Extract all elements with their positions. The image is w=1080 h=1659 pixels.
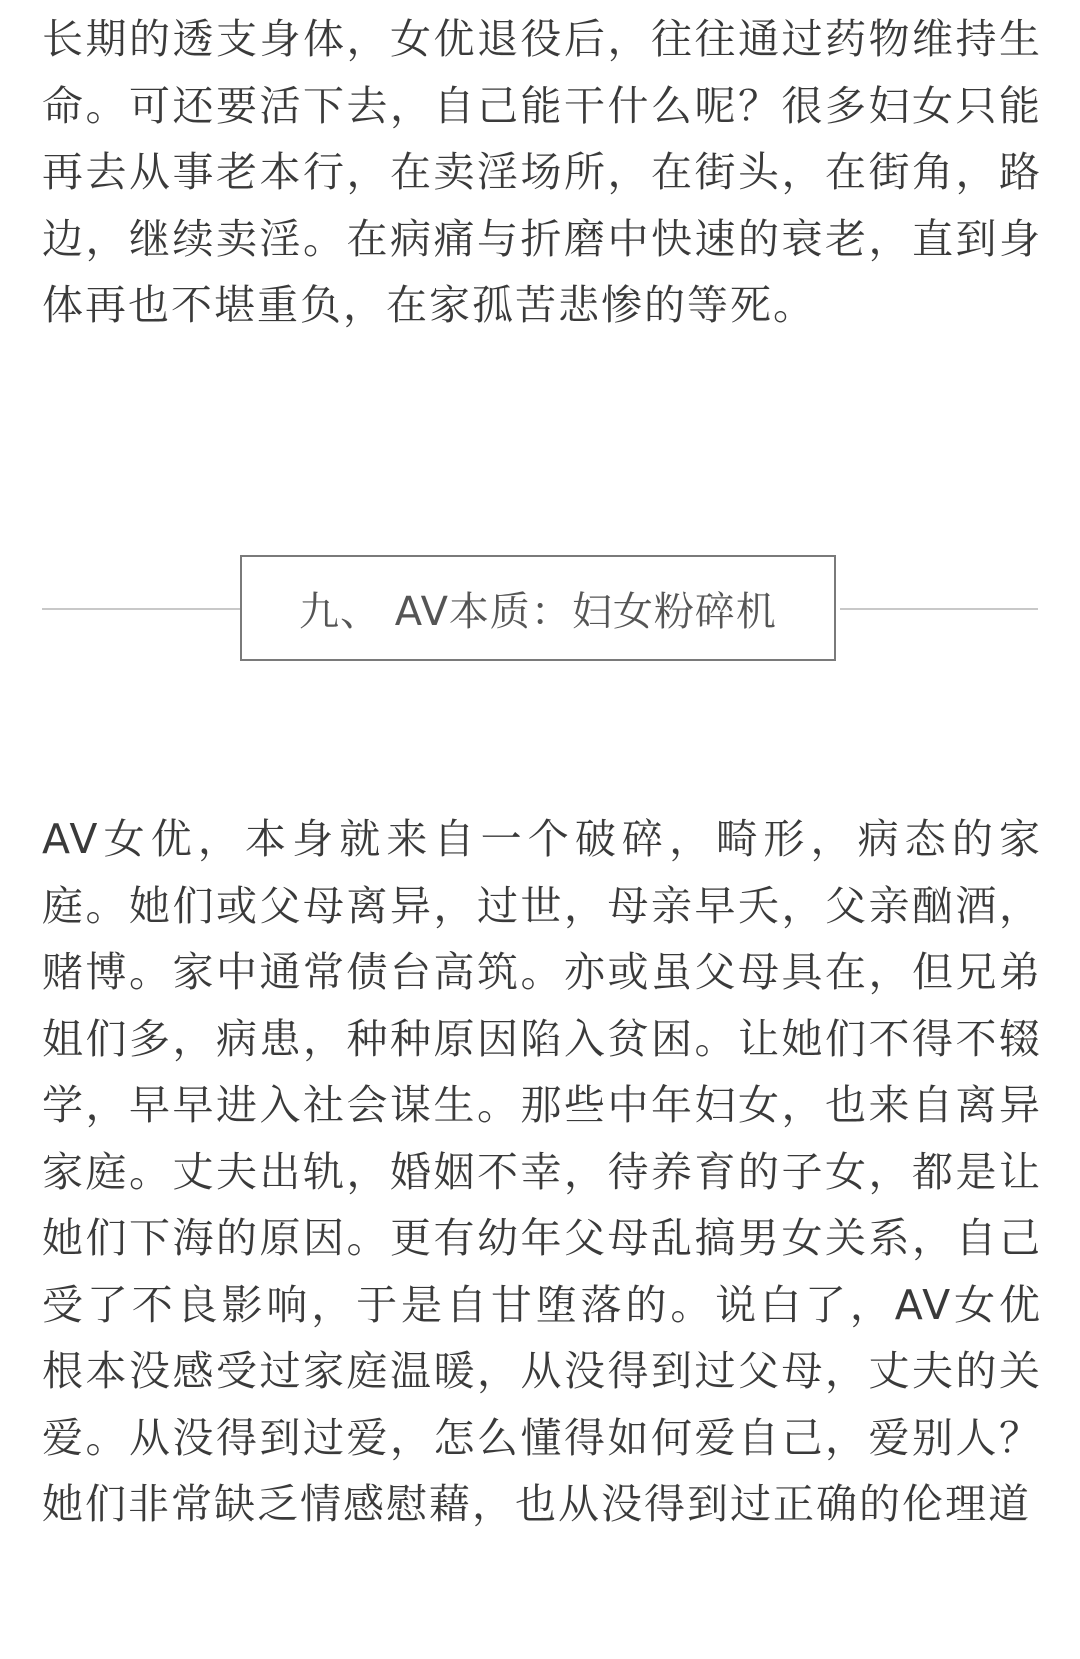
article-paragraph-1: 长期的透支身体，女优退役后，往往通过药物维持生命。可还要活下去，自己能干什么呢？很多妇女只能再去从事老本行，在卖淫场所，在街头，在街角，路边，继续卖淫。在病痛与折磨中快速的衰老，直到身体再也不堪重负，在家孤苦悲惨的等死。 [42,15,1042,329]
heading-rule-left [42,608,240,610]
section-heading [42,555,1038,665]
article-paragraph-2: AV女优，本身就来自一个破碎，畸形，病态的家庭。她们或父母离异，过世，母亲早夭，父亲酗酒，赌博。家中通常债台高筑。亦或虽父母具在，但兄弟姐们多，病患，种种原因陷入贫困。让她们不得不辍学，早早进入社会谋生。那些中年妇女，也来自离异家庭。丈夫出轨，婚姻不幸，待养育的子女，都是让她们下海的原因。更有幼年父母乱搞男女关系，自己受了不良影响，于是自甘堕落的。说白了，AV女优根本没感受过家庭温暖，从没得到过父母，丈夫的关爱。从没得到过爱，怎么懂得如何爱自己，爱别人？她们非常缺乏情感慰藉，也从没得到过正确的伦理道 [42,815,1042,1528]
section-heading-text: 九、 AV本质：妇女粉碎机 [299,588,777,635]
heading-rule-right [840,608,1038,610]
section-heading-box [240,555,836,661]
